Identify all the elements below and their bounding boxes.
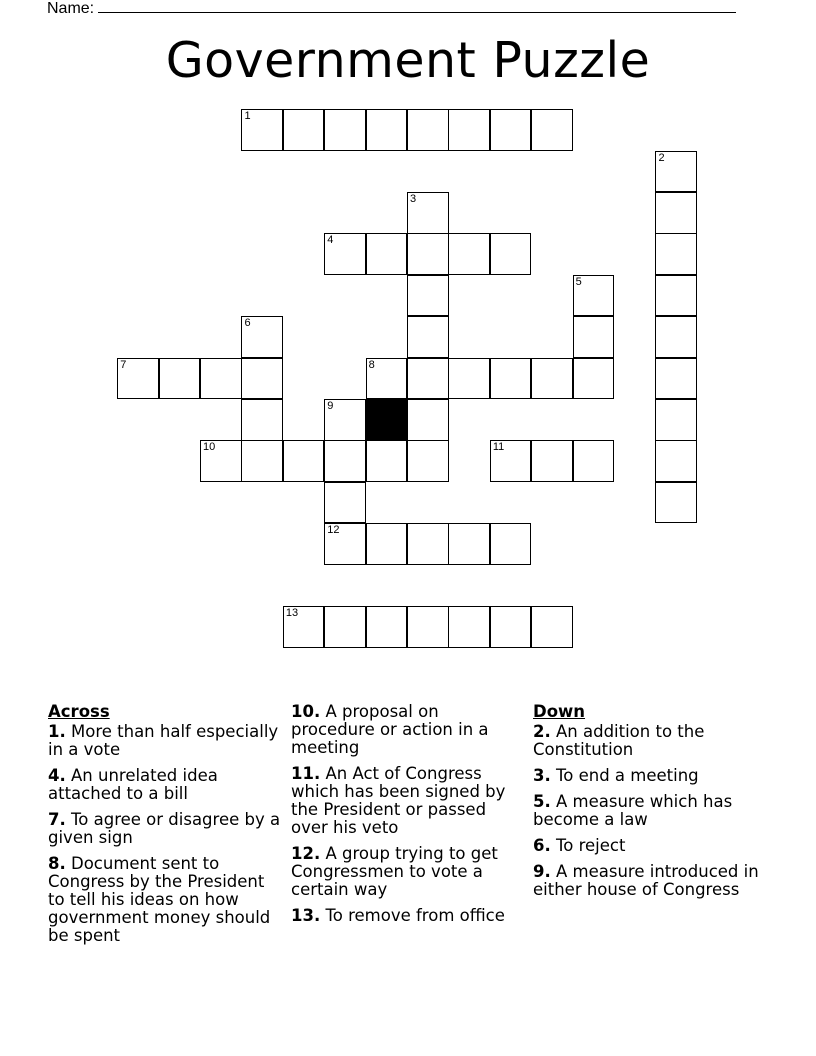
clue-number: 10 bbox=[203, 441, 216, 454]
grid-cell[interactable] bbox=[655, 275, 697, 317]
clue-item-number: 13. bbox=[291, 906, 321, 925]
grid-cell[interactable] bbox=[366, 233, 408, 275]
grid-cell[interactable] bbox=[655, 233, 697, 275]
clue-item-number: 2. bbox=[533, 722, 551, 741]
grid-cell[interactable] bbox=[324, 109, 366, 151]
grid-cell[interactable] bbox=[283, 606, 325, 648]
clue-number: 3 bbox=[410, 193, 417, 206]
clue-number: 4 bbox=[327, 234, 334, 247]
clue-number: 11 bbox=[492, 441, 505, 454]
grid-cell[interactable] bbox=[448, 523, 490, 565]
grid-cell[interactable] bbox=[531, 606, 573, 648]
clue-item bbox=[48, 767, 284, 803]
grid-cell[interactable] bbox=[407, 399, 449, 441]
grid-cell[interactable] bbox=[655, 482, 697, 524]
grid-cell[interactable] bbox=[573, 275, 615, 317]
clue-item bbox=[48, 855, 284, 945]
grid-cell[interactable] bbox=[366, 523, 408, 565]
grid-cell[interactable] bbox=[241, 358, 283, 400]
clue-number: 12 bbox=[327, 524, 340, 537]
clue-item-text: To agree or disagree by a given sign bbox=[48, 810, 281, 847]
clue-item-text: To end a meeting bbox=[550, 766, 699, 785]
grid-cell[interactable] bbox=[324, 606, 366, 648]
grid-cell[interactable] bbox=[407, 440, 449, 482]
grid-cell[interactable] bbox=[324, 233, 366, 275]
clue-item-text: An Act of Congress which has been signed by the President or passed over his veto bbox=[291, 764, 506, 837]
clue-item-number: 8. bbox=[48, 854, 66, 873]
grid-cell[interactable] bbox=[366, 440, 408, 482]
clue-item bbox=[533, 863, 769, 899]
grid-cell[interactable] bbox=[490, 109, 532, 151]
clue-item-text: A measure introduced in either house of Congress bbox=[533, 862, 759, 899]
grid-cell[interactable] bbox=[655, 440, 697, 482]
clue-number: 2 bbox=[658, 151, 665, 164]
clue-item-text: To remove from office bbox=[320, 906, 505, 925]
grid-cell[interactable] bbox=[490, 440, 532, 482]
grid-cell[interactable] bbox=[573, 358, 615, 400]
grid-cell[interactable] bbox=[655, 151, 697, 193]
clue-number: 7 bbox=[120, 358, 127, 371]
grid-cell[interactable] bbox=[159, 358, 201, 400]
grid-cell[interactable] bbox=[283, 109, 325, 151]
down-clues-column bbox=[533, 703, 769, 907]
across-clues-column-1 bbox=[48, 703, 284, 953]
clue-item-text: A measure which has become a law bbox=[533, 792, 733, 829]
clue-item-number: 12. bbox=[291, 844, 321, 863]
clue-item-text: To reject bbox=[550, 836, 626, 855]
grid-cell[interactable] bbox=[531, 440, 573, 482]
clue-number: 1 bbox=[244, 110, 251, 123]
clue-item-number: 1. bbox=[48, 722, 66, 741]
grid-cell[interactable] bbox=[241, 440, 283, 482]
clue-item-number: 10. bbox=[291, 702, 321, 721]
grid-cell[interactable] bbox=[448, 233, 490, 275]
grid-cell[interactable] bbox=[200, 440, 242, 482]
grid-cell[interactable] bbox=[241, 109, 283, 151]
grid-cell[interactable] bbox=[117, 358, 159, 400]
grid-cell[interactable] bbox=[655, 192, 697, 234]
grid-cell[interactable] bbox=[241, 316, 283, 358]
clue-item bbox=[291, 765, 527, 837]
grid-cell[interactable] bbox=[366, 358, 408, 400]
grid-cell[interactable] bbox=[448, 358, 490, 400]
grid-cell[interactable] bbox=[531, 109, 573, 151]
clue-item-number: 6. bbox=[533, 836, 551, 855]
grid-cell[interactable] bbox=[490, 233, 532, 275]
page-title: Government Puzzle bbox=[165, 32, 651, 89]
grid-cell[interactable] bbox=[407, 523, 449, 565]
clue-item-number: 5. bbox=[533, 792, 551, 811]
clue-item bbox=[291, 845, 527, 899]
grid-cell[interactable] bbox=[407, 192, 449, 234]
clue-item bbox=[533, 793, 769, 829]
grid-cell[interactable] bbox=[490, 606, 532, 648]
black-cell bbox=[366, 399, 408, 441]
grid-cell[interactable] bbox=[573, 316, 615, 358]
clue-item bbox=[48, 811, 284, 847]
clue-number: 6 bbox=[244, 317, 251, 330]
clue-item bbox=[291, 907, 527, 925]
grid-cell[interactable] bbox=[407, 275, 449, 317]
grid-cell[interactable] bbox=[366, 109, 408, 151]
grid-cell[interactable] bbox=[655, 358, 697, 400]
clue-number: 5 bbox=[575, 275, 582, 288]
across-heading: Across bbox=[48, 702, 110, 721]
grid-cell[interactable] bbox=[324, 399, 366, 441]
grid-cell[interactable] bbox=[283, 440, 325, 482]
clue-number: 13 bbox=[285, 607, 299, 620]
grid-cell[interactable] bbox=[655, 399, 697, 441]
clue-item bbox=[291, 703, 527, 757]
down-heading: Down bbox=[533, 702, 586, 721]
grid-cell[interactable] bbox=[324, 440, 366, 482]
clue-item-text: An addition to the Constitution bbox=[533, 722, 705, 759]
grid-cell[interactable] bbox=[324, 523, 366, 565]
clue-item-number: 4. bbox=[48, 766, 66, 785]
clue-item-text: A group trying to get Congressmen to vote a certain way bbox=[291, 844, 498, 899]
grid-cell[interactable] bbox=[200, 358, 242, 400]
grid-cell[interactable] bbox=[407, 109, 449, 151]
grid-cell[interactable] bbox=[655, 316, 697, 358]
grid-cell[interactable] bbox=[407, 316, 449, 358]
name-label: Name: bbox=[47, 0, 95, 17]
grid-cell[interactable] bbox=[573, 440, 615, 482]
clue-item bbox=[533, 767, 769, 785]
clue-item-number: 7. bbox=[48, 810, 66, 829]
clue-item-text: A proposal on procedure or action in a meeting bbox=[291, 702, 489, 757]
grid-cell[interactable] bbox=[324, 482, 366, 524]
across-clues-column-2 bbox=[291, 703, 527, 933]
grid-cell[interactable] bbox=[241, 399, 283, 441]
grid-cell[interactable] bbox=[407, 606, 449, 648]
clue-item-number: 9. bbox=[533, 862, 551, 881]
clue-number: 9 bbox=[327, 400, 334, 413]
clue-item-text: Document sent to Congress by the President to tell his ideas on how government money should be spent bbox=[48, 854, 271, 945]
clue-item-text: More than half especially in a vote bbox=[48, 722, 279, 759]
grid-cell[interactable] bbox=[531, 358, 573, 400]
grid-cell[interactable] bbox=[448, 109, 490, 151]
clue-number: 8 bbox=[368, 358, 375, 371]
grid-cell[interactable] bbox=[407, 358, 449, 400]
grid-cell[interactable] bbox=[407, 233, 449, 275]
clue-item bbox=[533, 837, 769, 855]
clue-item bbox=[48, 723, 284, 759]
grid-cell[interactable] bbox=[490, 523, 532, 565]
grid-cell[interactable] bbox=[366, 606, 408, 648]
grid-cell[interactable] bbox=[490, 358, 532, 400]
clue-item bbox=[533, 723, 769, 759]
clue-item-number: 3. bbox=[533, 766, 551, 785]
clue-item-number: 11. bbox=[291, 764, 321, 783]
clue-item-text: An unrelated idea attached to a bill bbox=[48, 766, 218, 803]
grid-cell[interactable] bbox=[448, 606, 490, 648]
